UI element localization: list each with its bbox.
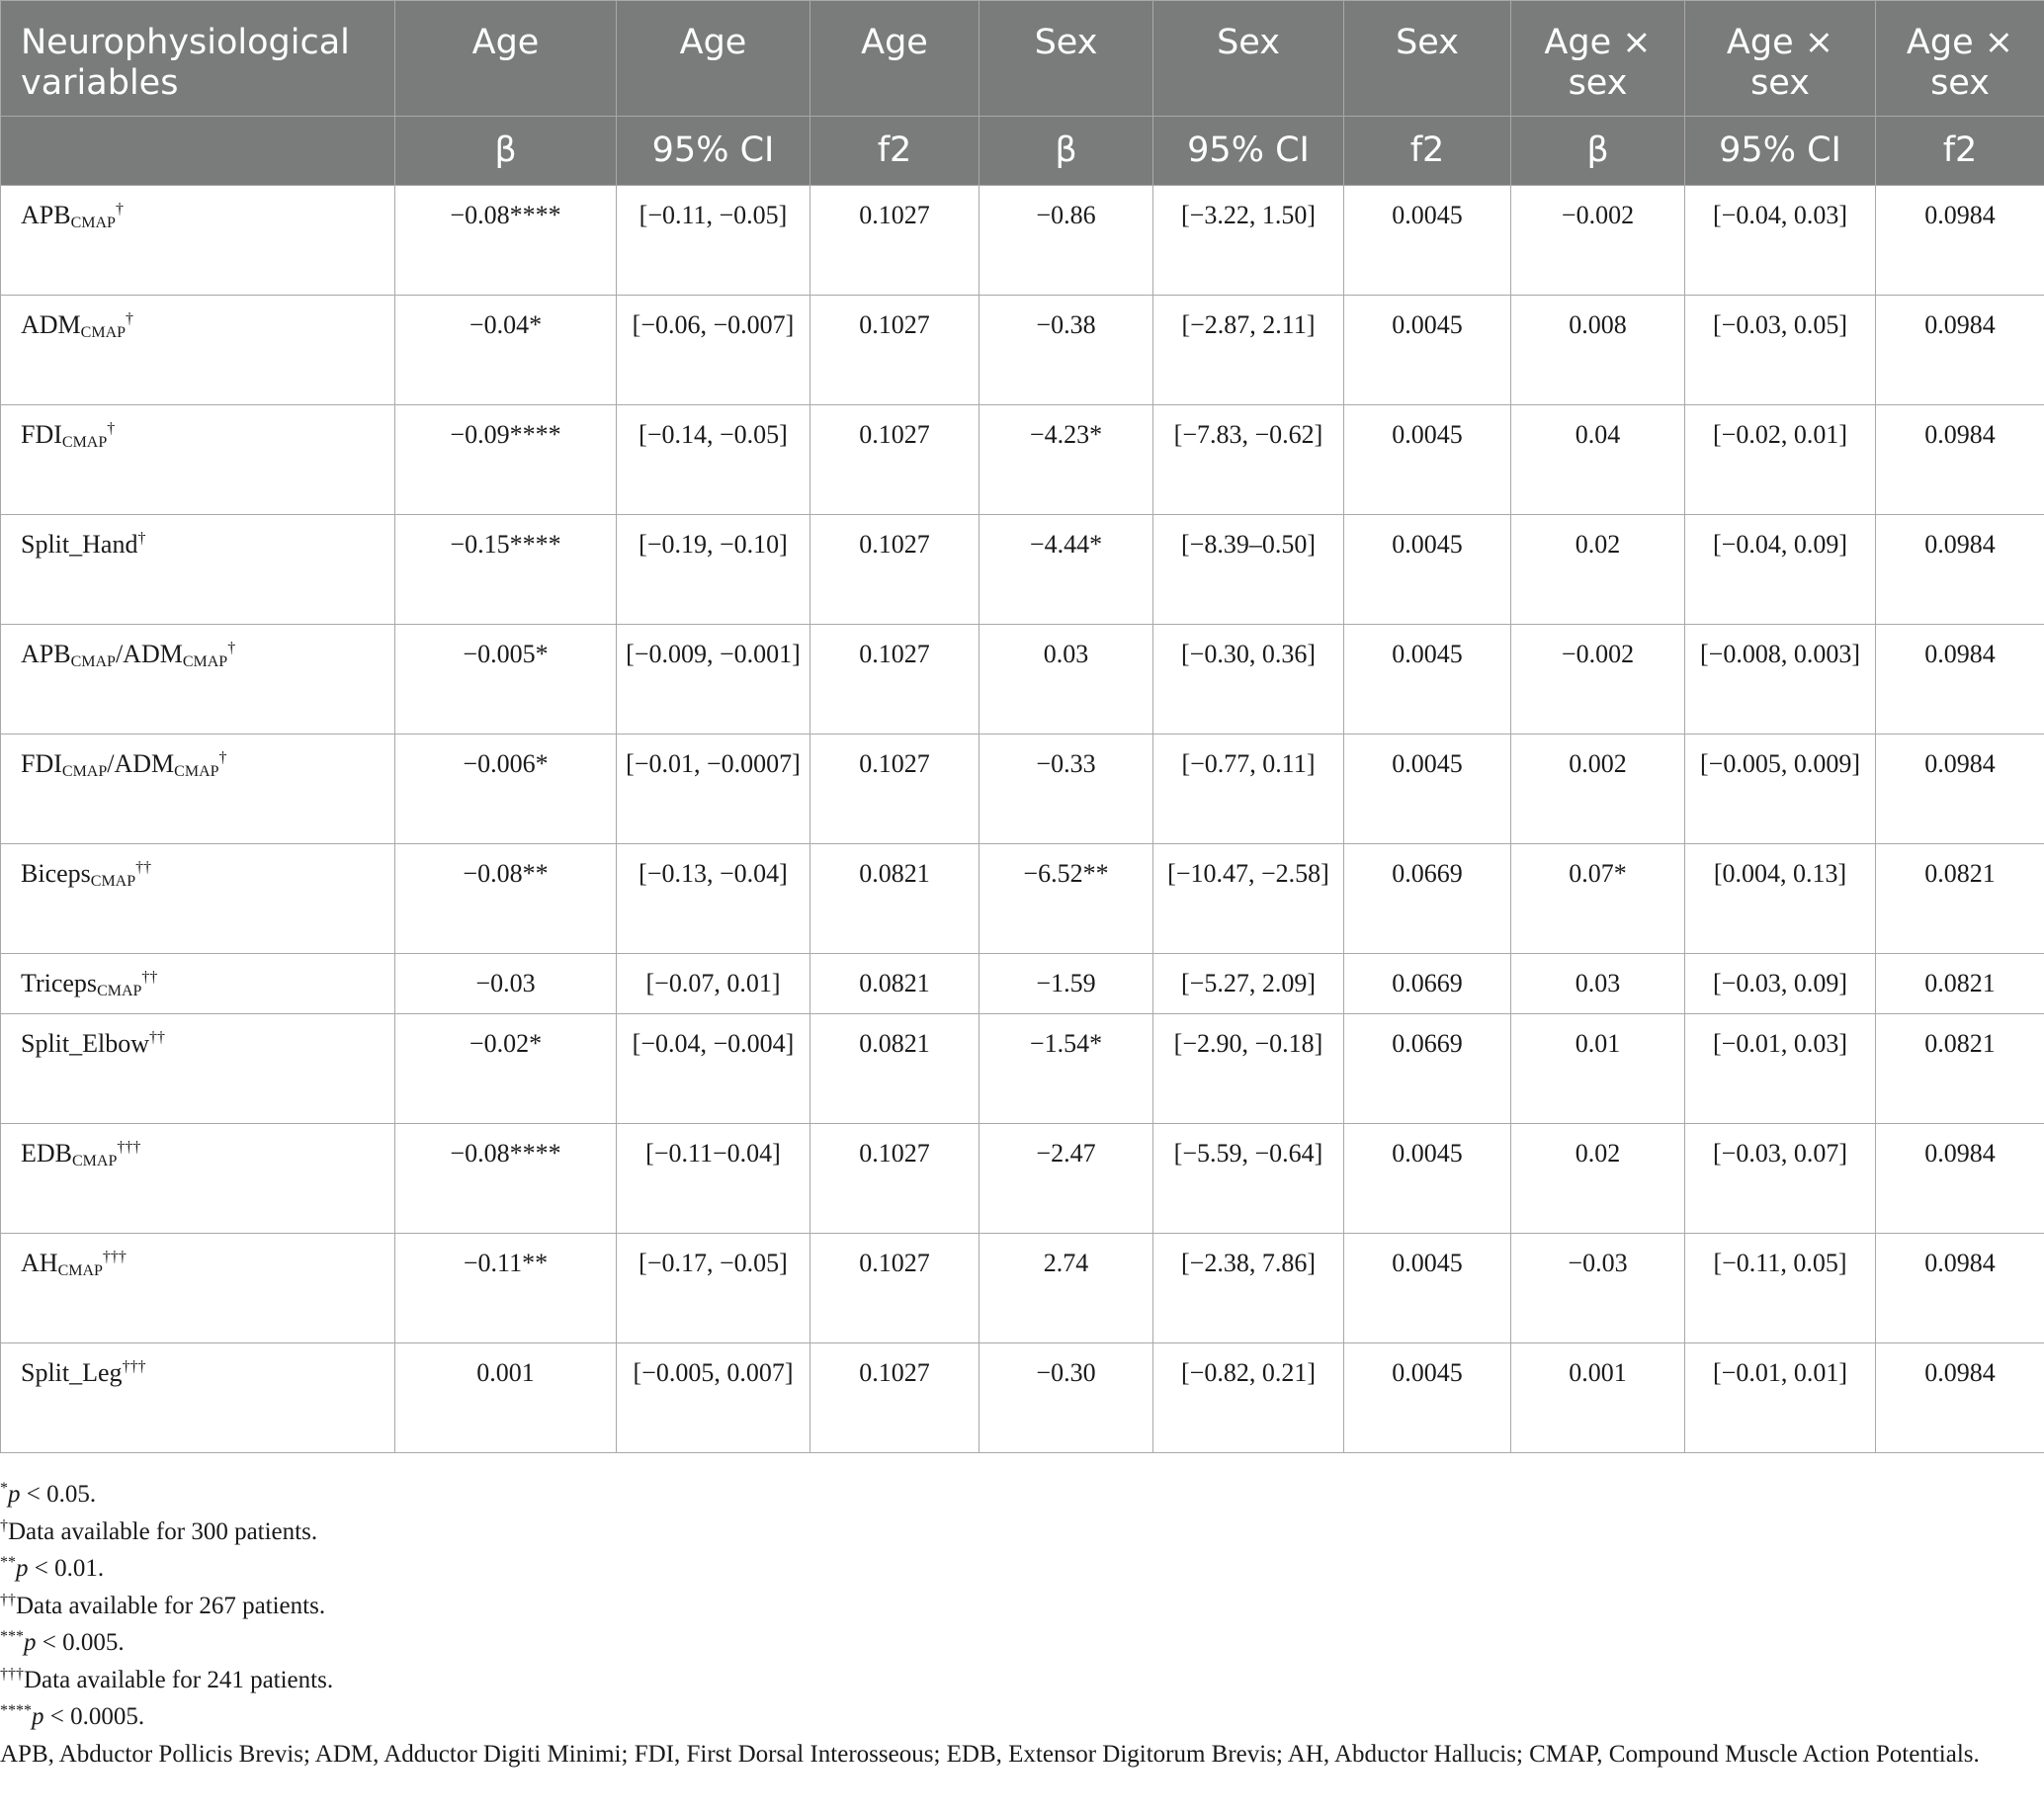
- cell-age-ci: [−0.17, −0.05]: [617, 1234, 810, 1343]
- cell-age-ci: [−0.009, −0.001]: [617, 625, 810, 735]
- footnote-267-patients: ††Data available for 267 patients.: [0, 1591, 326, 1619]
- table-body: [1, 186, 2044, 1453]
- variable-subscript: CMAP: [70, 653, 116, 670]
- cell-agexsex-f2: 0.0984: [1876, 1234, 2044, 1343]
- variable-footnote-mark: †††: [117, 1139, 141, 1156]
- header-row-groups: [1, 1, 2044, 117]
- cell-agexsex-ci: [−0.01, 0.01]: [1685, 1343, 1876, 1453]
- cell-age-f2: 0.0821: [810, 954, 979, 1014]
- variable-footnote-mark: †: [218, 749, 227, 766]
- cell-age-beta: −0.04*: [395, 296, 617, 405]
- cell-age-ci: [−0.11, −0.05]: [617, 186, 810, 296]
- variable-footnote-mark: ††: [141, 969, 158, 986]
- cell-sex-f2: 0.0045: [1344, 1343, 1511, 1453]
- variable-name-cell: [1, 1343, 395, 1453]
- table-row: [1, 1124, 2044, 1234]
- cell-sex-f2: 0.0669: [1344, 1014, 1511, 1124]
- cell-sex-f2: 0.0045: [1344, 405, 1511, 515]
- cell-age-f2: 0.1027: [810, 625, 979, 735]
- cell-sex-beta: 2.74: [979, 1234, 1153, 1343]
- variable-footnote-mark: †: [227, 640, 236, 656]
- cell-age-ci: [−0.19, −0.10]: [617, 515, 810, 625]
- cell-age-f2: 0.1027: [810, 1234, 979, 1343]
- footnote-p001: **p < 0.01.: [0, 1554, 105, 1582]
- cell-age-f2: 0.1027: [810, 186, 979, 296]
- variable-base: FDI: [21, 749, 62, 778]
- cell-sex-beta: −1.59: [979, 954, 1153, 1014]
- variable-separator: /: [107, 749, 115, 778]
- cell-agexsex-beta: 0.008: [1511, 296, 1685, 405]
- variable-base: APB: [21, 640, 71, 668]
- variable-subscript: CMAP: [90, 873, 136, 890]
- variable-subscript: CMAP: [70, 215, 116, 231]
- header-agexsex-beta: β: [1511, 117, 1685, 186]
- cell-agexsex-f2: 0.0984: [1876, 625, 2044, 735]
- cell-age-f2: 0.1027: [810, 735, 979, 844]
- variable-base-2: ADM: [114, 749, 175, 778]
- header-age-ci: 95% CI: [617, 117, 810, 186]
- variable-footnote-mark: ††: [135, 859, 152, 876]
- cell-age-beta: −0.15****: [395, 515, 617, 625]
- cell-age-ci: [−0.005, 0.007]: [617, 1343, 810, 1453]
- cell-agexsex-f2: 0.0821: [1876, 1014, 2044, 1124]
- cell-sex-ci: [−7.83, −0.62]: [1153, 405, 1344, 515]
- cell-sex-f2: 0.0045: [1344, 515, 1511, 625]
- variable-footnote-mark: †: [137, 530, 146, 547]
- variable-subscript-2: CMAP: [174, 763, 219, 780]
- table-row: [1, 954, 2044, 1014]
- variable-base: Split_Leg: [21, 1358, 123, 1387]
- variable-base: AH: [21, 1249, 58, 1277]
- header-agexsex-2: Age × sex: [1685, 1, 1876, 117]
- cell-agexsex-beta: −0.03: [1511, 1234, 1685, 1343]
- variable-name-cell: [1, 625, 395, 735]
- table-row: [1, 186, 2044, 296]
- cell-agexsex-beta: 0.001: [1511, 1343, 1685, 1453]
- variable-base: Split_Hand: [21, 530, 138, 559]
- variable-subscript: CMAP: [61, 434, 108, 451]
- cell-age-f2: 0.1027: [810, 296, 979, 405]
- cell-age-ci: [−0.04, −0.004]: [617, 1014, 810, 1124]
- cell-sex-beta: −6.52**: [979, 844, 1153, 954]
- variable-subscript: CMAP: [97, 983, 142, 999]
- variable-subscript: CMAP: [57, 1262, 103, 1279]
- variable-name-cell: [1, 405, 395, 515]
- cell-agexsex-ci: [0.004, 0.13]: [1685, 844, 1876, 954]
- header-sex-1: Sex: [979, 1, 1153, 117]
- footnote-241-patients: †††Data available for 241 patients.: [0, 1665, 334, 1693]
- cell-sex-beta: −0.33: [979, 735, 1153, 844]
- table-footnotes: [0, 1476, 2036, 1773]
- table-row: [1, 1343, 2044, 1453]
- cell-agexsex-f2: 0.0984: [1876, 1343, 2044, 1453]
- table-row: [1, 296, 2044, 405]
- cell-agexsex-beta: 0.04: [1511, 405, 1685, 515]
- cell-sex-beta: −0.38: [979, 296, 1153, 405]
- variable-subscript-2: CMAP: [182, 653, 228, 670]
- cell-agexsex-f2: 0.0984: [1876, 735, 2044, 844]
- variable-base: FDI: [21, 420, 62, 449]
- cell-sex-f2: 0.0669: [1344, 844, 1511, 954]
- variable-subscript: CMAP: [61, 763, 108, 780]
- cell-age-ci: [−0.13, −0.04]: [617, 844, 810, 954]
- variable-footnote-mark: †: [126, 310, 134, 327]
- cell-agexsex-beta: 0.03: [1511, 954, 1685, 1014]
- cell-sex-f2: 0.0045: [1344, 186, 1511, 296]
- cell-sex-ci: [−2.87, 2.11]: [1153, 296, 1344, 405]
- cell-sex-beta: −0.86: [979, 186, 1153, 296]
- cell-sex-f2: 0.0045: [1344, 625, 1511, 735]
- cell-age-f2: 0.1027: [810, 1124, 979, 1234]
- cell-sex-f2: 0.0045: [1344, 1124, 1511, 1234]
- cell-age-beta: −0.02*: [395, 1014, 617, 1124]
- cell-sex-ci: [−2.38, 7.86]: [1153, 1234, 1344, 1343]
- cell-agexsex-f2: 0.0984: [1876, 515, 2044, 625]
- header-sex-ci: 95% CI: [1153, 117, 1344, 186]
- cell-sex-beta: −4.44*: [979, 515, 1153, 625]
- table-row: [1, 735, 2044, 844]
- cell-sex-beta: 0.03: [979, 625, 1153, 735]
- cell-agexsex-beta: 0.01: [1511, 1014, 1685, 1124]
- cell-age-f2: 0.1027: [810, 515, 979, 625]
- cell-agexsex-ci: [−0.11, 0.05]: [1685, 1234, 1876, 1343]
- table-row: [1, 844, 2044, 954]
- header-sex-f2: f2: [1344, 117, 1511, 186]
- table-row: [1, 625, 2044, 735]
- cell-agexsex-f2: 0.0984: [1876, 405, 2044, 515]
- table-row: [1, 405, 2044, 515]
- cell-age-f2: 0.1027: [810, 405, 979, 515]
- cell-sex-ci: [−0.77, 0.11]: [1153, 735, 1344, 844]
- header-age-f2: f2: [810, 117, 979, 186]
- cell-agexsex-beta: 0.07*: [1511, 844, 1685, 954]
- cell-age-ci: [−0.11−0.04]: [617, 1124, 810, 1234]
- cell-age-ci: [−0.06, −0.007]: [617, 296, 810, 405]
- variable-name-cell: [1, 515, 395, 625]
- cell-agexsex-beta: 0.02: [1511, 515, 1685, 625]
- table-row: [1, 1234, 2044, 1343]
- variable-separator: /: [115, 640, 124, 668]
- cell-sex-ci: [−3.22, 1.50]: [1153, 186, 1344, 296]
- variable-base: APB: [21, 201, 71, 229]
- cell-sex-ci: [−5.27, 2.09]: [1153, 954, 1344, 1014]
- cell-sex-beta: −1.54*: [979, 1014, 1153, 1124]
- variable-name-cell: [1, 1234, 395, 1343]
- cell-sex-f2: 0.0669: [1344, 954, 1511, 1014]
- variable-name-cell: [1, 186, 395, 296]
- variable-base: EDB: [21, 1139, 72, 1168]
- cell-sex-ci: [−10.47, −2.58]: [1153, 844, 1344, 954]
- cell-agexsex-beta: −0.002: [1511, 625, 1685, 735]
- header-row-stats: [1, 117, 2044, 186]
- header-sex-2: Sex: [1153, 1, 1344, 117]
- variable-base: ADM: [21, 310, 81, 339]
- cell-sex-ci: [−0.82, 0.21]: [1153, 1343, 1344, 1453]
- cell-agexsex-beta: 0.02: [1511, 1124, 1685, 1234]
- cell-age-beta: −0.08**: [395, 844, 617, 954]
- footnote-abbreviations: APB, Abductor Pollicis Brevis; ADM, Adductor Digiti Minimi; FDI, First Dorsal Interosseous; EDB, Extensor Digitorum Brevis; AH, Abductor Hallucis; CMAP, Compound Muscle Action Potentials.: [0, 1740, 1980, 1768]
- cell-sex-ci: [−8.39–0.50]: [1153, 515, 1344, 625]
- cell-agexsex-f2: 0.0984: [1876, 1124, 2044, 1234]
- variable-base-2: ADM: [123, 640, 183, 668]
- variable-name-cell: [1, 735, 395, 844]
- cell-sex-f2: 0.0045: [1344, 1234, 1511, 1343]
- header-agexsex-f2: f2: [1876, 117, 2044, 186]
- variable-subscript: CMAP: [80, 324, 127, 341]
- cell-age-ci: [−0.14, −0.05]: [617, 405, 810, 515]
- variable-base: Split_Elbow: [21, 1029, 150, 1058]
- cell-age-f2: 0.1027: [810, 1343, 979, 1453]
- header-age-3: Age: [810, 1, 979, 117]
- variable-name-cell: [1, 1014, 395, 1124]
- variable-footnote-mark: †: [115, 201, 124, 217]
- footnote-p0005: ***p < 0.005.: [0, 1628, 125, 1656]
- header-age-beta: β: [395, 117, 617, 186]
- header-variables: Neurophysiological variables: [1, 1, 395, 117]
- header-agexsex-3: Age × sex: [1876, 1, 2044, 117]
- cell-agexsex-f2: 0.0984: [1876, 296, 2044, 405]
- variable-name-cell: [1, 296, 395, 405]
- variable-name-cell: [1, 954, 395, 1014]
- table-row: [1, 1014, 2044, 1124]
- cell-agexsex-ci: [−0.02, 0.01]: [1685, 405, 1876, 515]
- header-age-2: Age: [617, 1, 810, 117]
- cell-agexsex-ci: [−0.04, 0.03]: [1685, 186, 1876, 296]
- cell-age-beta: 0.001: [395, 1343, 617, 1453]
- header-agexsex-1: Age × sex: [1511, 1, 1685, 117]
- cell-sex-ci: [−2.90, −0.18]: [1153, 1014, 1344, 1124]
- cell-age-beta: −0.08****: [395, 186, 617, 296]
- variable-footnote-mark: †††: [102, 1249, 127, 1265]
- cell-agexsex-ci: [−0.03, 0.09]: [1685, 954, 1876, 1014]
- cell-agexsex-ci: [−0.04, 0.09]: [1685, 515, 1876, 625]
- footnote-p005: *p < 0.05.: [0, 1480, 97, 1508]
- header-agexsex-ci: 95% CI: [1685, 117, 1876, 186]
- cell-age-beta: −0.005*: [395, 625, 617, 735]
- cell-agexsex-beta: 0.002: [1511, 735, 1685, 844]
- variable-name-cell: [1, 1124, 395, 1234]
- cell-age-f2: 0.0821: [810, 844, 979, 954]
- cell-sex-beta: −4.23*: [979, 405, 1153, 515]
- footnote-300-patients: †Data available for 300 patients.: [0, 1516, 318, 1545]
- cell-sex-ci: [−0.30, 0.36]: [1153, 625, 1344, 735]
- cell-age-beta: −0.006*: [395, 735, 617, 844]
- cell-agexsex-ci: [−0.03, 0.07]: [1685, 1124, 1876, 1234]
- cell-sex-beta: −0.30: [979, 1343, 1153, 1453]
- variable-footnote-mark: †: [107, 420, 116, 437]
- cell-age-ci: [−0.01, −0.0007]: [617, 735, 810, 844]
- cell-sex-f2: 0.0045: [1344, 296, 1511, 405]
- variable-footnote-mark: †††: [122, 1358, 146, 1375]
- cell-age-beta: −0.08****: [395, 1124, 617, 1234]
- header-sex-3: Sex: [1344, 1, 1511, 117]
- cell-agexsex-f2: 0.0821: [1876, 954, 2044, 1014]
- cell-agexsex-f2: 0.0984: [1876, 186, 2044, 296]
- variable-footnote-mark: ††: [149, 1029, 166, 1046]
- cell-sex-beta: −2.47: [979, 1124, 1153, 1234]
- header-sex-beta: β: [979, 117, 1153, 186]
- cell-agexsex-ci: [−0.005, 0.009]: [1685, 735, 1876, 844]
- cell-agexsex-ci: [−0.008, 0.003]: [1685, 625, 1876, 735]
- footnote-p00005: ****p < 0.0005.: [0, 1702, 145, 1730]
- cell-agexsex-ci: [−0.03, 0.05]: [1685, 296, 1876, 405]
- variable-name-cell: [1, 844, 395, 954]
- cell-age-beta: −0.11**: [395, 1234, 617, 1343]
- variable-base: Triceps: [21, 969, 98, 997]
- cell-agexsex-beta: −0.002: [1511, 186, 1685, 296]
- cell-age-beta: −0.09****: [395, 405, 617, 515]
- cell-age-ci: [−0.07, 0.01]: [617, 954, 810, 1014]
- cell-age-f2: 0.0821: [810, 1014, 979, 1124]
- variable-base: Biceps: [21, 859, 91, 888]
- cell-agexsex-f2: 0.0821: [1876, 844, 2044, 954]
- variable-subscript: CMAP: [72, 1153, 118, 1169]
- cell-agexsex-ci: [−0.01, 0.03]: [1685, 1014, 1876, 1124]
- table-row: [1, 515, 2044, 625]
- cell-sex-f2: 0.0045: [1344, 735, 1511, 844]
- header-age-1: Age: [395, 1, 617, 117]
- cell-age-beta: −0.03: [395, 954, 617, 1014]
- cell-sex-ci: [−5.59, −0.64]: [1153, 1124, 1344, 1234]
- header-blank: [1, 117, 395, 186]
